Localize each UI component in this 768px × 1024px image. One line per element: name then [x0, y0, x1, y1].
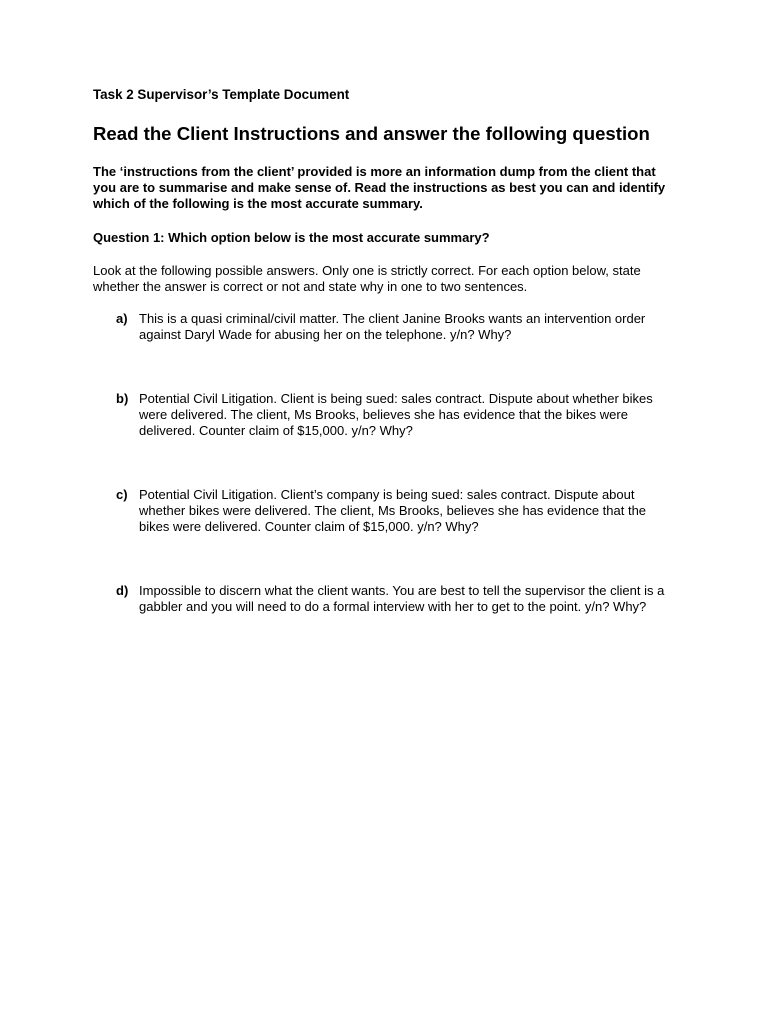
option-b-text: Potential Civil Litigation. Client is being sued: sales contract. Dispute about whether bikes were delivered. The client, Ms Brooks, believes she has evidence that the bikes were delivered. Counter claim of $15,000. y/n? Why? — [139, 391, 653, 438]
instructions-paragraph: Look at the following possible answers. Only one is strictly correct. For each option below, state whether the answer is correct or not and state why in one to two sentences. — [93, 263, 641, 294]
intro-paragraph: The ‘instructions from the client’ provided is more an information dump from the client that you are to summarise and make sense of. Read the instructions as best you can and identify which of the following is the most accurate summary. — [93, 164, 666, 211]
option-d-letter: d) — [116, 583, 129, 598]
option-a-text: This is a quasi criminal/civil matter. The client Janine Brooks wants an intervention order against Daryl Wade for abusing her on the telephone. y/n? Why? — [139, 311, 646, 342]
option-b-letter: b) — [116, 391, 129, 406]
option-d — [93, 583, 673, 615]
document-label: Task 2 Supervisor’s Template Document — [93, 87, 350, 102]
document-heading: Read the Client Instructions and answer the following question — [93, 123, 650, 144]
document-body — [93, 86, 673, 615]
option-d-text: Impossible to discern what the client wants. You are best to tell the supervisor the client is a gabbler and you will need to do a formal interview with her to get to the point. y/n? Why? — [139, 583, 665, 614]
option-a — [93, 311, 673, 343]
option-c-text: Potential Civil Litigation. Client’s company is being sued: sales contract. Dispute about whether bikes were delivered. The client, Ms Brooks, believes she has evidence that the bikes were delivered. Counter claim of $15,000. y/n? Why? — [139, 487, 647, 534]
option-c-letter: c) — [116, 487, 128, 502]
option-a-letter: a) — [116, 311, 128, 326]
option-b — [93, 391, 673, 439]
option-c — [93, 487, 673, 535]
answer-options-list — [93, 311, 673, 615]
question-1-heading: Question 1: Which option below is the most accurate summary? — [93, 230, 490, 245]
